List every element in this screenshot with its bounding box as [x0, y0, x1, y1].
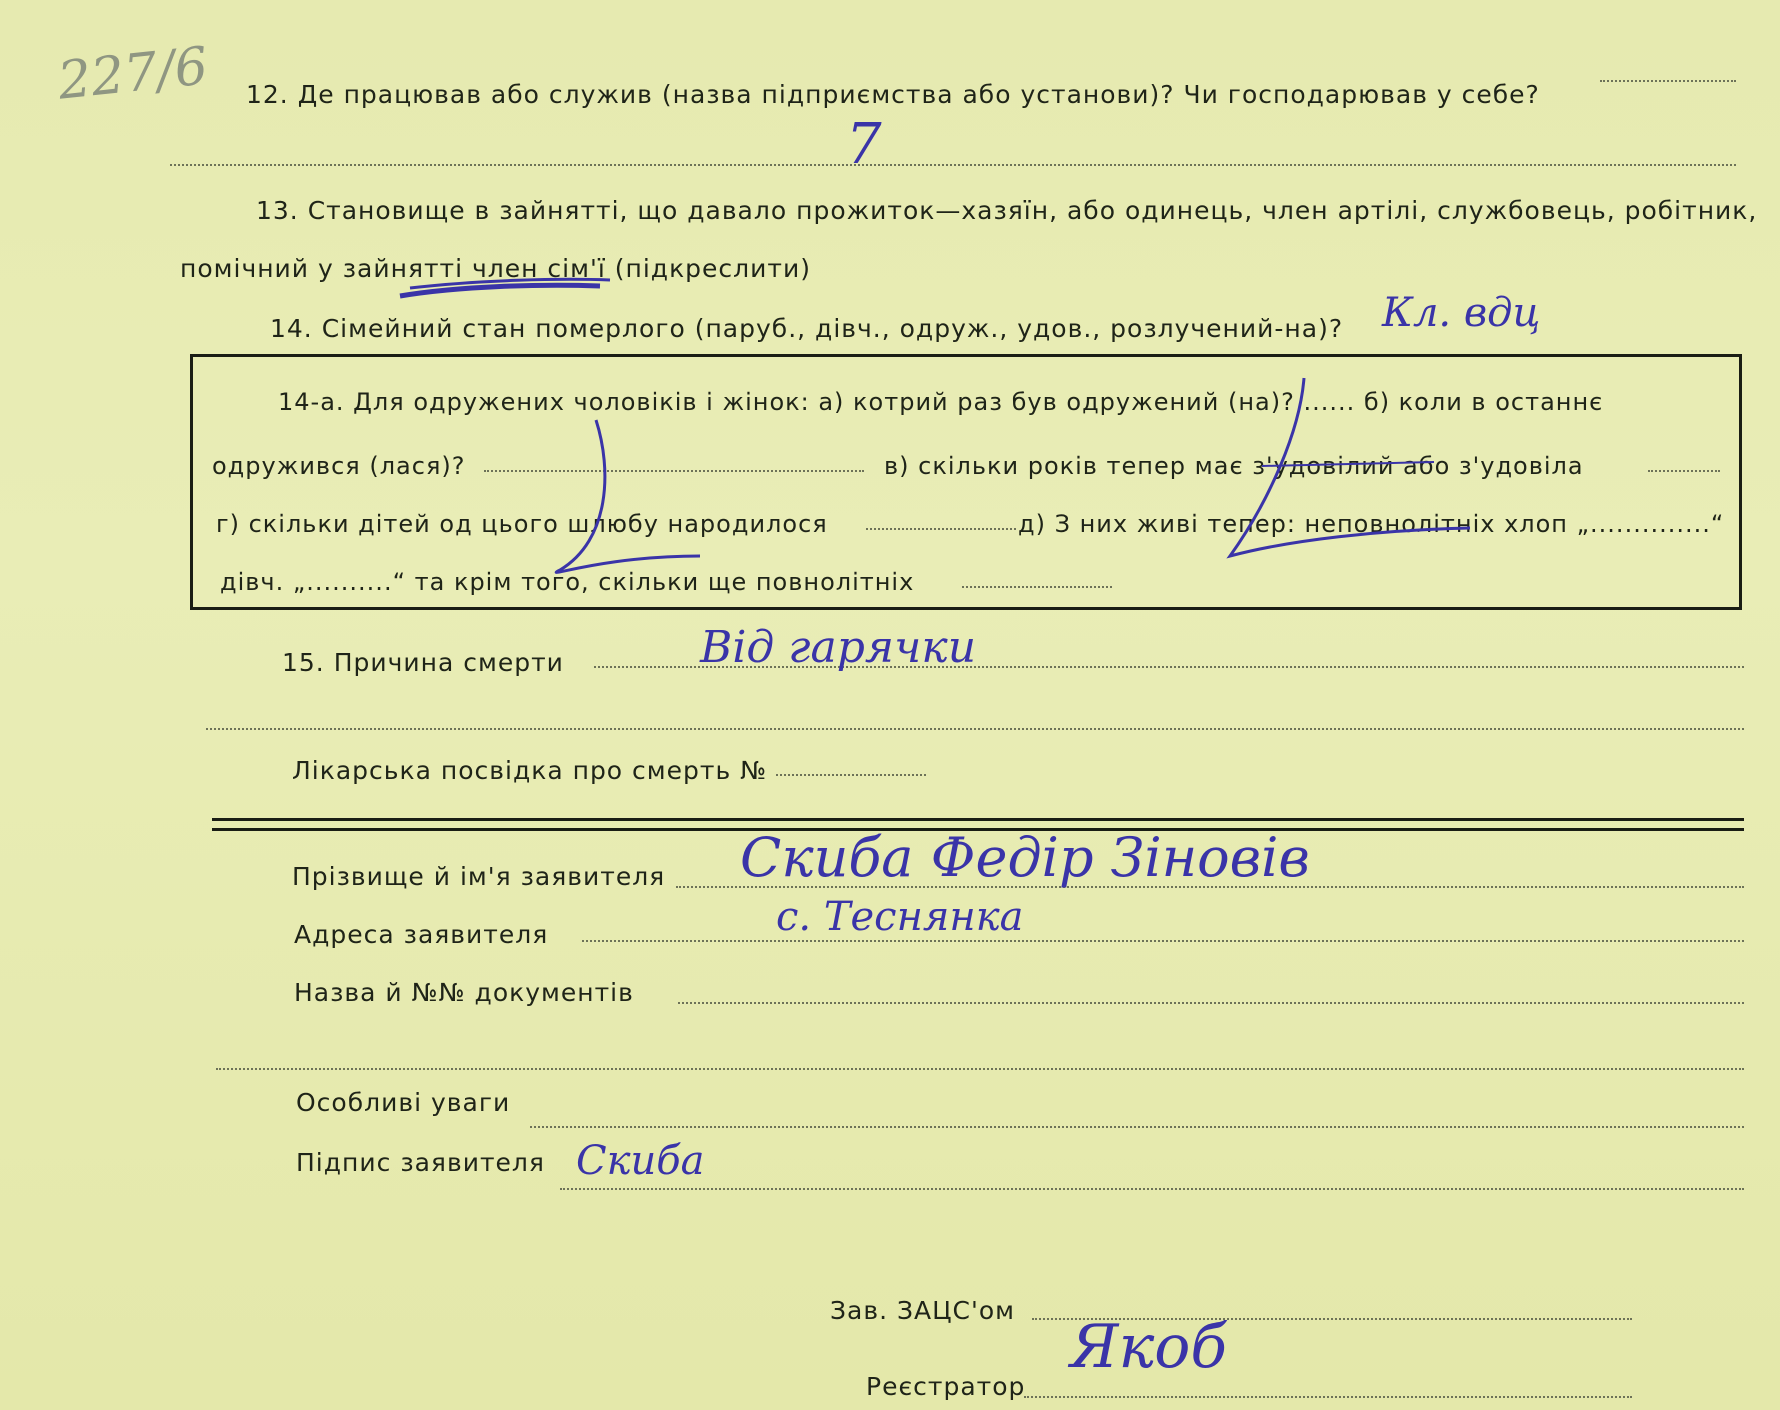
q14a-line3-a: г) скільки дітей од цього шлюбу народилося [216, 510, 828, 538]
q14a-line2-b: в) скільки років тепер має з'удовілий або з'удовіла [884, 452, 1584, 480]
q14a-dash-stroke-2 [1230, 378, 1470, 556]
q13-label-line1: 13. Становище в зайнятті, що давало прожиток—хазяїн, або одинець, член артілі, службовець, робітник, [256, 196, 1758, 225]
q14-label: 14. Сімейний стан померлого (паруб., дівч., одруж., удов., розлучений-на)? [270, 314, 1344, 343]
notes-label: Особливі уваги [296, 1088, 511, 1117]
applicant-signature: Скиба [576, 1138, 705, 1184]
q14a-line3-b: д) З них живі тепер: неповнолітніх хлоп „..............“ [1018, 510, 1725, 538]
q12-label: 12. Де працював або служив (назва підприємства або установи)? Чи господарював у себе? [246, 80, 1540, 109]
q14a-line4: дівч. „..........“ та крім того, скільки ще повнолітніх [220, 568, 915, 596]
q14a-dash-stroke-1 [556, 420, 700, 572]
signature-label: Підпис заявителя [296, 1148, 545, 1177]
archive-number: 227/6 [55, 36, 211, 112]
q12-answer: 7 [846, 112, 882, 177]
q14a-line2-a: одружився (лася)? [212, 452, 466, 480]
q15-answer: Від гарячки [700, 622, 977, 673]
q14a-strikethrough [1262, 462, 1434, 466]
applicant-name-value: Скиба Федір Зіновів [740, 826, 1310, 889]
medical-certificate-label: Лікарська посвідка про смерть № [292, 756, 768, 785]
applicant-address-value: с. Теснянка [776, 894, 1024, 940]
applicant-address-label: Адреса заявителя [294, 920, 549, 949]
q15-label: 15. Причина смерти [282, 648, 564, 677]
documents-label: Назва й №№ документів [294, 978, 634, 1007]
registrar-signature: Якоб [1070, 1312, 1228, 1382]
q13-label-line2: помічний у зайнятті член сім'ї (підкреслити) [180, 254, 811, 283]
q14a-line1: 14-а. Для одружених чоловіків і жінок: а) котрий раз був одружений (на)? ...... б) коли в останнє [278, 388, 1604, 416]
q14-answer: Кл. вдц [1382, 290, 1541, 336]
applicant-name-label: Прізвище й ім'я заявителя [292, 862, 666, 891]
office-head-label: Зав. ЗАЦС'ом [830, 1296, 1015, 1325]
registrar-label: Реєстратор [866, 1372, 1026, 1401]
